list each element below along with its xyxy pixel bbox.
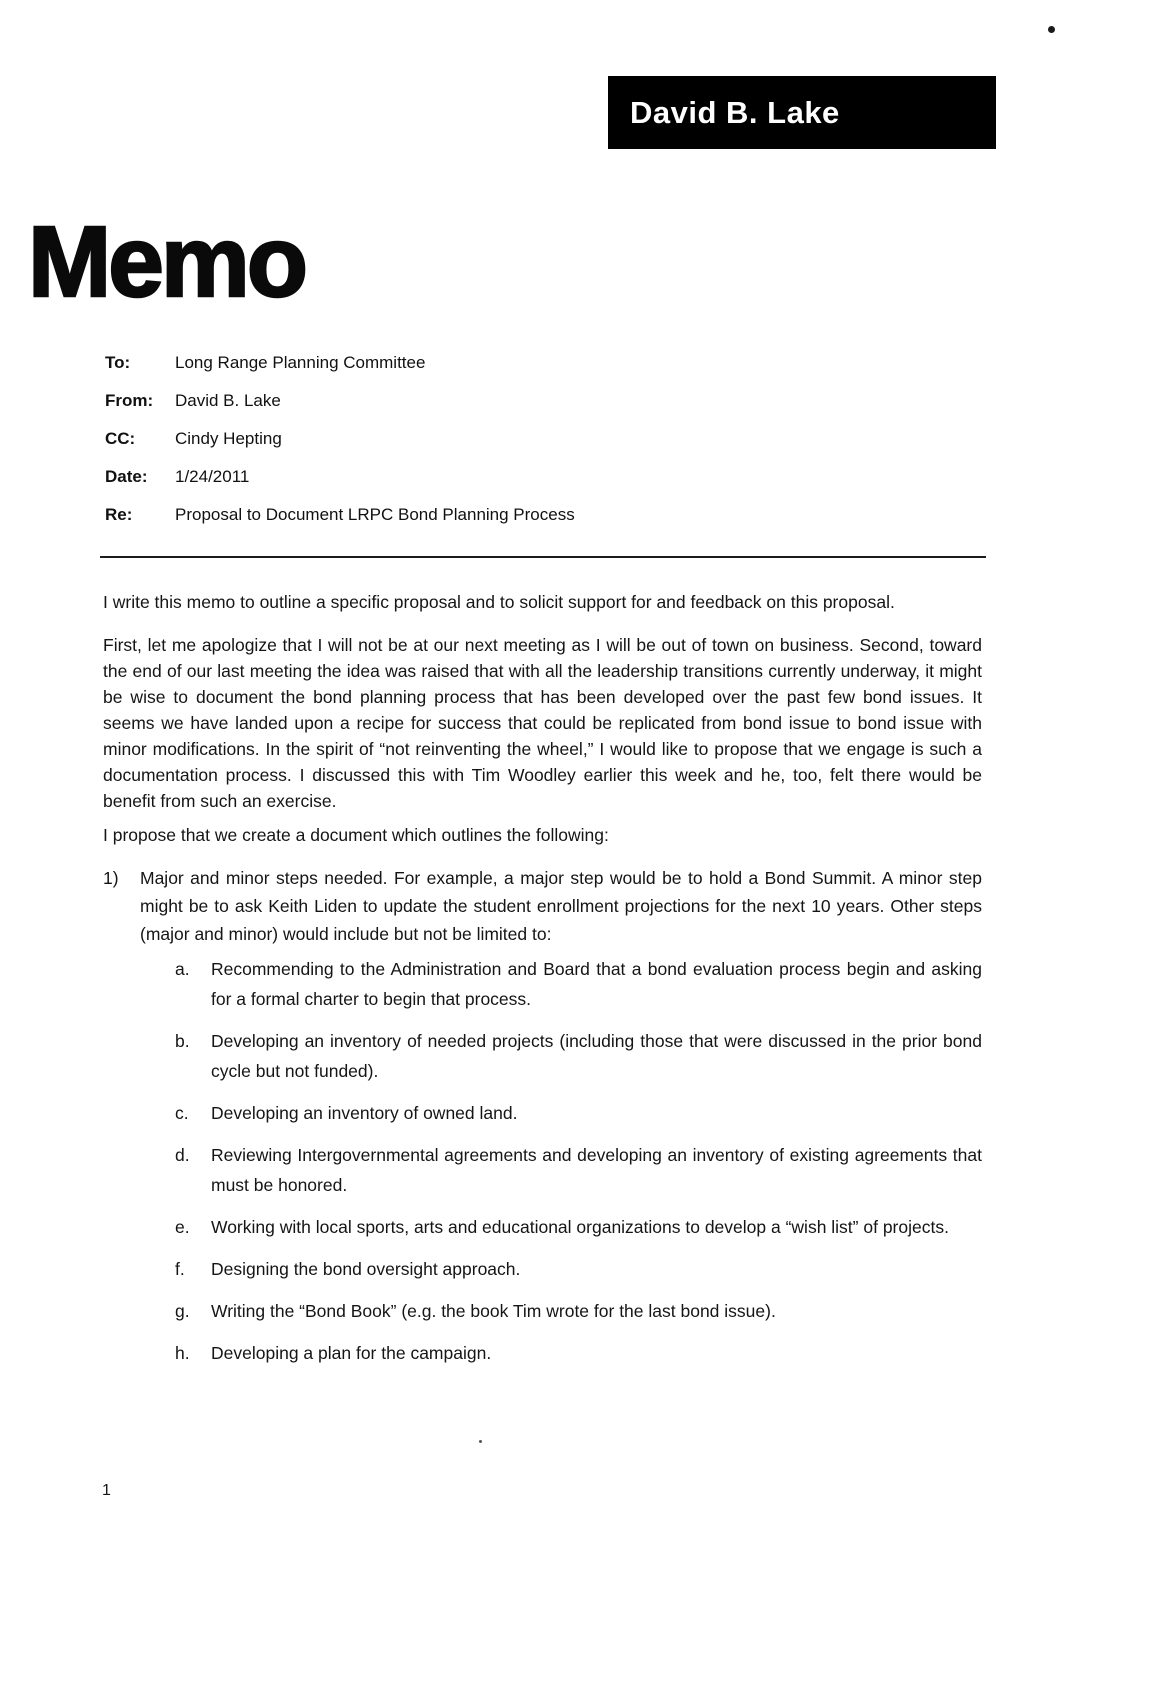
sub-item-marker: e. [175,1217,190,1237]
paragraph-main: First, let me apologize that I will not be at our next meeting as I will be out of town on business. Second, toward the end of our last meeting the idea was raised that with all the leadership transitions currently underway, it might be wise to document the bond planning process that has been developed over the past few bond issues. It seems we have landed upon a recipe for success that could be replicated from bond issue to bond issue with minor modifications. In the spirit of “not reinventing the wheel,” I would like to propose that we engage is such a documentation process. I discussed this with Tim Woodley earlier this week and he, too, felt there would be benefit from such an exercise. [103,635,982,811]
scan-speck-bottom [479,1440,482,1443]
field-value-date: 1/24/2011 [175,467,250,486]
field-value-to: Long Range Planning Committee [175,353,426,372]
field-label-from: From: [105,391,154,410]
sub-item-text: Recommending to the Administration and Board that a bond evaluation process begin and asking for a formal charter to begin that process. [211,959,982,1009]
sub-item-marker: f. [175,1259,185,1279]
paragraph-intro: I write this memo to outline a specific proposal and to solicit support for and feedback on this proposal. [103,592,895,612]
field-row-from [105,390,985,411]
sub-item-text: Working with local sports, arts and educational organizations to develop a “wish list” of projects. [211,1217,949,1237]
field-row-cc [105,428,985,449]
sender-name: David B. Lake [630,94,840,130]
memo-body [103,589,982,1380]
sub-item-g [175,1296,982,1326]
sub-item-text: Writing the “Bond Book” (e.g. the book Tim wrote for the last bond issue). [211,1301,776,1321]
sub-item-marker: d. [175,1145,190,1165]
page-number: 1 [102,1482,111,1499]
divider-line [100,556,986,558]
lettered-sub-list [175,954,982,1368]
sub-item-e [175,1212,982,1242]
sub-item-marker: a. [175,959,190,979]
scan-speck-top-right [1048,26,1055,33]
sub-item-marker: b. [175,1031,190,1051]
field-value-cc: Cindy Hepting [175,429,282,448]
paragraph-propose: I propose that we create a document which outlines the following: [103,825,609,845]
numbered-item-text: Major and minor steps needed. For example, a major step would be to hold a Bond Summit. A minor step might be to ask Keith Liden to update the student enrollment projections for the next 10 years. Other steps (major and minor) would include but not be limited to: [140,868,982,944]
field-row-to [105,352,985,373]
field-row-re [105,504,985,525]
sub-item-marker: c. [175,1103,189,1123]
numbered-list-item-1 [103,864,982,948]
sub-item-c [175,1098,982,1128]
sub-item-f [175,1254,982,1284]
sub-item-text: Developing an inventory of owned land. [211,1103,518,1123]
sub-item-text: Reviewing Intergovernmental agreements and developing an inventory of existing agreements that must be honored. [211,1145,982,1195]
field-label-re: Re: [105,505,133,524]
sub-item-d [175,1140,982,1200]
sub-item-a [175,954,982,1014]
memo-title: Memo [28,206,305,318]
sender-name-banner [608,76,996,149]
memo-header-fields [105,352,985,542]
field-value-re: Proposal to Document LRPC Bond Planning Process [175,505,575,524]
sub-item-marker: h. [175,1343,190,1363]
sub-item-text: Developing a plan for the campaign. [211,1343,492,1363]
field-value-from: David B. Lake [175,391,281,410]
sub-item-marker: g. [175,1301,190,1321]
sub-item-h [175,1338,982,1368]
field-label-date: Date: [105,467,148,486]
sub-item-text: Designing the bond oversight approach. [211,1259,521,1279]
field-label-cc: CC: [105,429,136,448]
field-row-date [105,466,985,487]
sub-item-b [175,1026,982,1086]
sub-item-text: Developing an inventory of needed projects (including those that were discussed in the prior bond cycle but not funded). [211,1031,982,1081]
numbered-item-marker: 1) [103,868,119,888]
field-label-to: To: [105,353,131,372]
